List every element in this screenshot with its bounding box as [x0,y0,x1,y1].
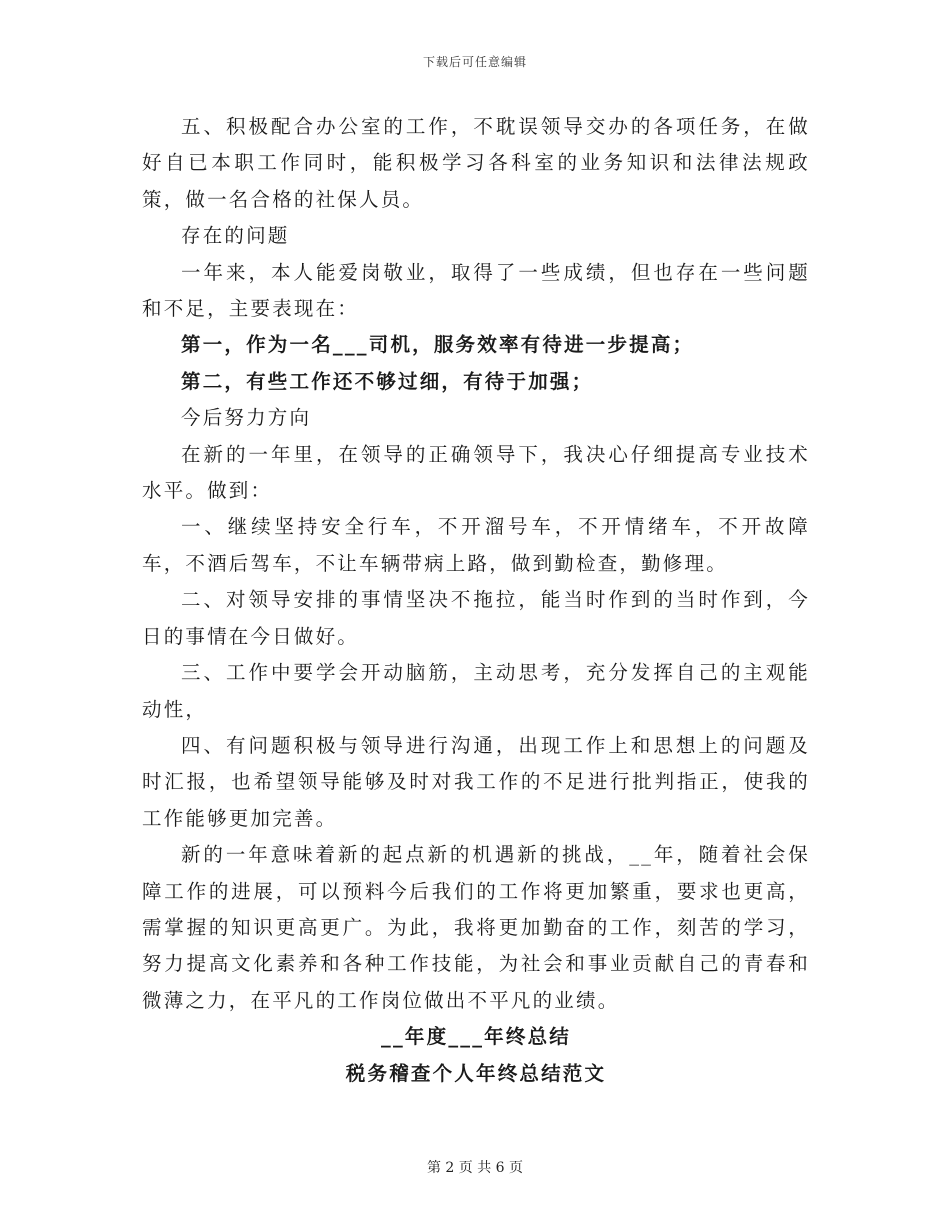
section-heading-direction: 今后努力方向 [181,406,312,430]
problem-item-1: 第一，作为一名___司机，服务效率有待进一步提高； [181,333,695,357]
paragraph-goal-4: 四、有问题积极与领导进行沟通，出现工作上和思想上的问题及时汇报，也希望领导能够及时对我工作的不足进行批判指正，使我的工作能够更加完善。 [142,733,810,830]
paragraph-problems-intro: 一年来，本人能爱岗敬业，取得了一些成绩，但也存在一些问题和不足，主要表现在： [142,260,810,321]
paragraph-goal-2: 二、对领导安排的事情坚决不拖拉，能当时作到的当时作到，今日的事情在今日做好。 [142,588,810,648]
page-header: 下载后可任意编辑 [422,55,527,69]
document-body [142,109,810,1092]
paragraph-goal-3: 三、工作中要学会开动脑筋，主动思考，充分发挥自己的主观能动性， [142,661,810,721]
paragraph-direction-intro: 在新的一年里，在领导的正确领导下，我决心仔细提高专业技术水平。做到： [142,442,810,503]
paragraph-conclusion: 新的一年意味着新的起点新的机遇新的挑战，__年，随着社会保障工作的进展，可以预料今后我们的工作将更加繁重，要求也更高，需掌握的知识更高更广。为此，我将更加勤奋的工作，刻苦的学习，努力提高文化素养和各种工作技能，为社会和事业贡献自己的青春和微薄之力，在平凡的工作岗位做出不平凡的业绩。 [142,843,810,1012]
problem-item-2: 第二，有些工作还不够过细，有待于加强； [181,369,594,393]
page-footer: 第 2 页 共 6 页 [426,1160,524,1176]
section-heading-problems: 存在的问题 [181,224,290,248]
next-article-title: 税务稽查个人年终总结范文 [345,1061,607,1085]
paragraph-goal-1: 一、继续坚持安全行车，不开溜号车，不开情绪车，不开故障车，不酒后驾车，不让车辆带病上路，做到勤检查，勤修理。 [142,515,810,575]
closing-title: __年度___年终总结 [381,1025,571,1049]
paragraph-item-5: 五、积极配合办公室的工作，不耽误领导交办的各项任务，在做好自已本职工作同时，能积极学习各科室的业务知识和法律法规政策，做一名合格的社保人员。 [142,115,810,211]
